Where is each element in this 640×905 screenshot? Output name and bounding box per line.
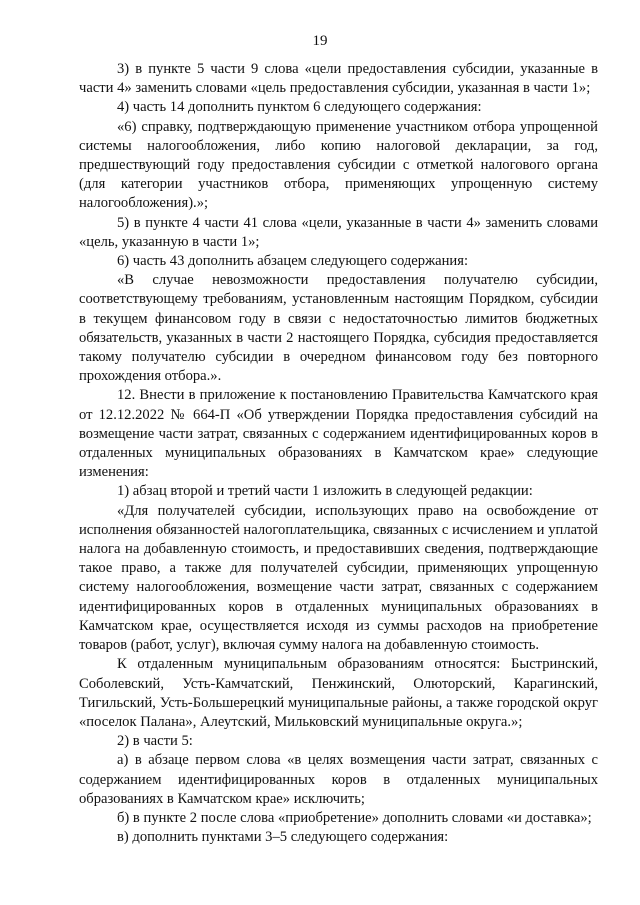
page-number: 19	[312, 33, 328, 49]
paragraph: «6) справку, подтверждающую применение участником отбора упрощенной системы налогообложения, либо копию налоговой декларации, за год, предшествующий году предоставления субсидии с отметкой налогового органа (для категории участников отбора, применяющих упрощенную систему налогообложения).»;	[79, 118, 598, 212]
paragraph: К отдаленным муниципальным образованиям относятся: Быстринский, Соболевский, Усть-Камчатский, Пенжинский, Олюторский, Карагинский, Тигильский, Усть-Большерецкий муниципальные районы, а также городской округ «поселок Палана», Алеутский, Мильковский муниципальные округа.»;	[79, 656, 598, 730]
paragraph: «Для получателей субсидии, использующих право на освобождение от исполнения обязанностей налогоплательщика, связанных с исчислением и уплатой налога на добавленную стоимость, и предоставивших сведения, подтверждающие такое право, а также для получателей субсидии, применяющих упрощенную систему налогообложения, возмещение части затрат, связанных с содержанием идентифицированных коров в отдаленных муниципальных образованиях в Камчатском крае, осуществляется исходя из суммы расходов на приобретение товаров (работ, услуг), включая сумму налога на добавленную стоимость.	[79, 502, 598, 654]
paragraph: 2) в части 5:	[117, 733, 193, 750]
paragraph: 3) в пункте 5 части 9 слова «цели предоставления субсидии, указанные в части 4» заменить словами «цель предоставления субсидии, указанная в части 1»;	[79, 61, 598, 97]
paragraph: а) в абзаце первом слова «в целях возмещения части затрат, связанных с содержанием идентифицированных коров в отдаленных муниципальных образованиях в Камчатском крае» исключить;	[79, 752, 598, 807]
paragraph: 5) в пункте 4 части 41 слова «цели, указанные в части 4» заменить словами «цель, указанную в части 1»;	[79, 214, 598, 250]
paragraph: 6) часть 43 дополнить абзацем следующего содержания:	[117, 253, 469, 270]
paragraph: в) дополнить пунктами 3–5 следующего содержания:	[117, 829, 449, 846]
paragraph: «В случае невозможности предоставления получателю субсидии, соответствующему требованиям, установленным настоящим Порядком, субсидии в текущем финансовом году в связи с недостаточностью лимитов бюджетных обязательств, указанных в части 2 настоящего Порядка, субсидия предоставляется такому получателю субсидии в очередном финансовом году без повторного прохождения отбора.».	[79, 272, 598, 385]
paragraph: 4) часть 14 дополнить пунктом 6 следующего содержания:	[117, 99, 482, 116]
document-body	[79, 60, 598, 847]
paragraph: 12. Внести в приложение к постановлению Правительства Камчатского края от 12.12.2022 № 664-П «Об утверждении Порядка предоставления субсидий на возмещение части затрат, связанных с содержанием идентифицированных коров в отдаленных муниципальных образованиях в Камчатском крае» следующие изменения:	[79, 387, 598, 481]
paragraph: 1) абзац второй и третий части 1 изложить в следующей редакции:	[117, 483, 533, 500]
paragraph: б) в пункте 2 после слова «приобретение» дополнить словами «и доставка»;	[117, 809, 592, 826]
